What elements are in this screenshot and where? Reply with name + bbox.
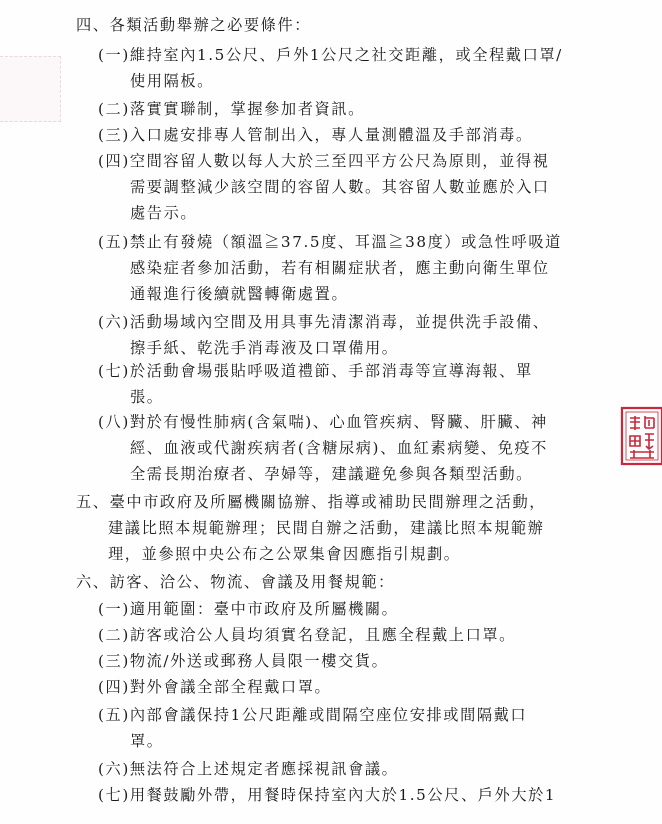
faint-stamp-mark: [0, 56, 61, 122]
section-5-line-2: 建議比照本規範辦理；民間自辦之活動，建議比照本規範辦: [108, 519, 545, 537]
section-5-line-1: 五、臺中市政府及所屬機關協辦、指導或補助民間辦理之活動，: [76, 493, 547, 511]
section-4-item-8-line-1: (八)對於有慢性肺病(含氣喘)、心血管疾病、腎臟、肝臟、神: [98, 413, 548, 431]
section-6-item-3: (三)物流/外送或郵務人員限一樓交貨。: [98, 652, 389, 670]
section-4-item-5-line-3: 通報進行後續就醫轉衛處置。: [130, 285, 349, 303]
section-4-item-4-line-2: 需要調整減少該空間的容留人數。其容留人數並應於入口: [130, 178, 550, 196]
section-4-item-4-line-1: (四)空間容留人數以每人大於三至四平方公尺為原則，並得視: [98, 152, 550, 170]
section-6-item-5-line-1: (五)內部會議保持1公尺距離或間隔空座位安排或間隔戴口: [98, 706, 528, 724]
section-6-item-1: (一)適用範圍：臺中市政府及所屬機關。: [98, 600, 399, 618]
section-6-item-5-line-2: 罩。: [130, 732, 164, 750]
section-4-item-6-line-2: 擦手紙、乾洗手消毒液及口罩備用。: [130, 339, 399, 357]
section-4-item-4-line-3: 處告示。: [130, 204, 198, 222]
section-4-item-3: (三)入口處安排專人管制出入，專人量測體溫及手部消毒。: [98, 126, 533, 144]
section-4-item-5-line-2: 感染症者參加活動，若有相關症狀者，應主動向衛生單位: [130, 259, 550, 277]
official-seal-stamp-icon: [618, 404, 662, 468]
section-6-item-2: (二)訪客或洽公人員均須實名登記，且應全程戴上口罩。: [98, 626, 516, 644]
section-4-item-6-line-1: (六)活動場域內空間及用具事先清潔消毒，並提供洗手設備、: [98, 313, 550, 331]
section-6-item-7-line-1: (七)用餐鼓勵外帶，用餐時保持室內大於1.5公尺、戶外大於1: [98, 786, 557, 804]
section-4-item-2: (二)落實實聯制，掌握參加者資訊。: [98, 100, 365, 118]
section-4-item-1-line-2: 使用隔板。: [130, 72, 214, 90]
section-6-heading: 六、訪客、洽公、物流、會議及用餐規範：: [76, 573, 395, 591]
section-4-item-5-line-1: (五)禁止有發燒（額溫≧37.5度、耳溫≧38度）或急性呼吸道: [98, 233, 562, 251]
section-4-item-8-line-2: 經、血液或代謝疾病者(含糖尿病)、血紅素病變、免疫不: [130, 439, 548, 457]
section-4-item-8-line-3: 全需長期治療者、孕婦等，建議避免參與各類型活動。: [130, 465, 533, 483]
section-5-line-3: 理，並參照中央公布之公眾集會因應指引規劃。: [108, 545, 461, 563]
section-4-item-7-line-1: (七)於活動會場張貼呼吸道禮節、手部消毒等宣導海報、單: [98, 362, 533, 380]
section-4-item-1-line-1: (一)維持室內1.5公尺、戶外1公尺之社交距離，或全程戴口罩/: [98, 46, 563, 64]
section-6-item-4: (四)對外會議全部全程戴口罩。: [98, 678, 332, 696]
section-4-item-7-line-2: 張。: [130, 388, 164, 406]
section-4-heading: 四、各類活動舉辦之必要條件：: [76, 16, 312, 34]
section-6-item-6: (六)無法符合上述規定者應採視訊會議。: [98, 760, 399, 778]
